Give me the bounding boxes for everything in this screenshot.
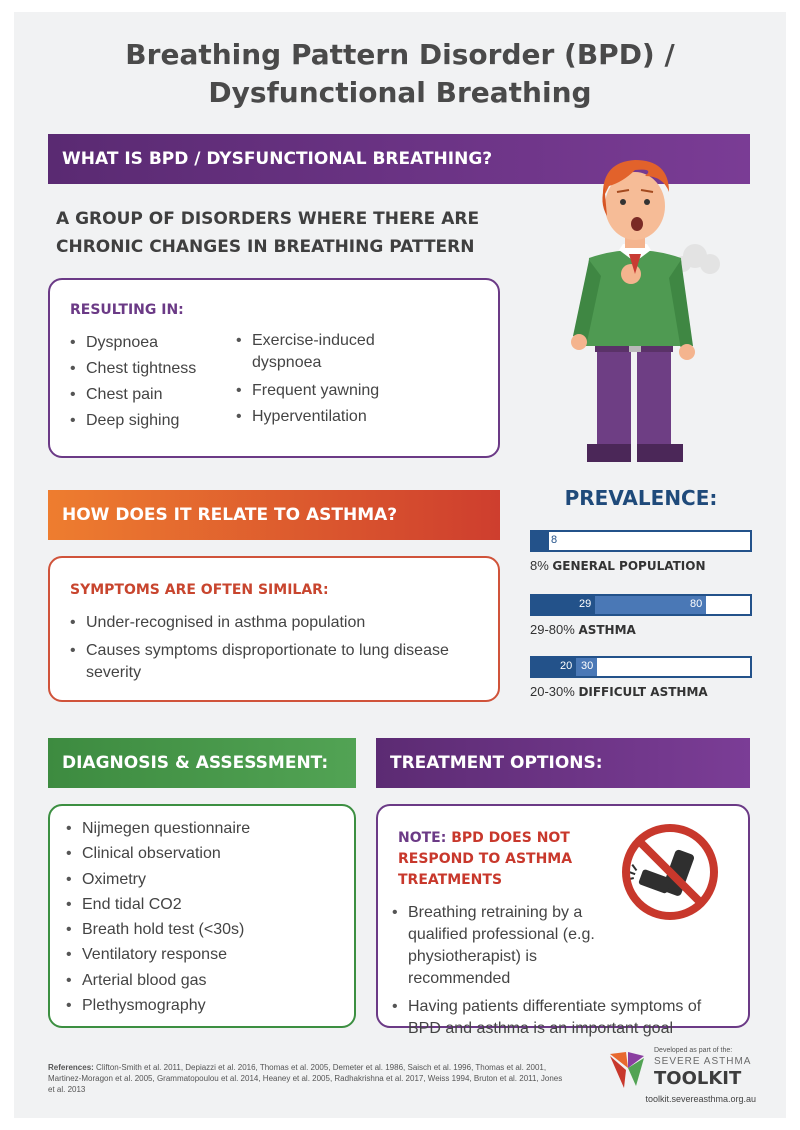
prevalence-low-label: 8 (551, 534, 558, 546)
lead-line-1: A GROUP OF DISORDERS WHERE THERE ARE (56, 209, 480, 229)
treatment-list (392, 902, 736, 1040)
prevalence-percent: 8% (530, 558, 549, 573)
page-title (0, 36, 800, 112)
list-item: • Nijmegen questionnaire (66, 816, 250, 841)
dev-line: Developed as part of the: (654, 1047, 733, 1054)
list-item-line: dyspnoea (252, 354, 322, 371)
prevalence-low-label: 20 (560, 660, 573, 672)
list-item: • Having patients differentiate symptoms of BPD and asthma is an important goal (392, 996, 736, 1040)
list-item: • Under-recognised in asthma population (70, 612, 480, 634)
list-item: • Arterial blood gas (66, 968, 250, 993)
list-item: • Breath hold test (<30s) (66, 917, 250, 942)
prevalence-bar (530, 594, 752, 616)
relate-heading: HOW DOES IT RELATE TO ASTHMA? (62, 505, 398, 525)
treatment-heading: TREATMENT OPTIONS: (390, 753, 603, 773)
prevalence-group: GENERAL POPULATION (552, 559, 706, 573)
brand-subtitle: SEVERE ASTHMA (654, 1056, 752, 1067)
prevalence-high-label: 80 (690, 598, 703, 610)
definition-lead (56, 205, 576, 261)
list-item: • Clinical observation (66, 841, 250, 866)
list-item: • Chest pain (70, 382, 196, 408)
list-item: • Causes symptoms disproportionate to lung disease severity (70, 640, 480, 684)
diagnosis-heading: DIAGNOSIS & ASSESSMENT: (62, 753, 329, 773)
prevalence-bar (530, 530, 752, 552)
note-line-3: TREATMENTS (398, 872, 503, 888)
list-item: • Dyspnoea (70, 330, 196, 356)
list-item: • Oximetry (66, 867, 250, 892)
prevalence-percent: 20-30% (530, 684, 575, 699)
prevalence-row-label (530, 622, 636, 637)
symptom-list-1 (70, 330, 196, 434)
prevalence-row-label (530, 558, 706, 573)
diagnosis-list (66, 816, 250, 1018)
list-item: • Deep sighing (70, 408, 196, 434)
prevalence-bar (530, 656, 752, 678)
list-item: • Chest tightness (70, 356, 196, 382)
prevalence-low-label: 29 (579, 598, 592, 610)
treatment-box (376, 804, 750, 1037)
person-breathless-illustration (565, 146, 735, 472)
list-item: • Frequent yawning (236, 378, 379, 404)
resulting-in-box (48, 278, 500, 458)
prevalence-row-label (530, 684, 708, 699)
symptoms-similar-heading: SYMPTOMS ARE OFTEN SIMILAR: (70, 582, 329, 598)
relate-heading-band (48, 490, 500, 540)
lead-line-2: CHRONIC CHANGES IN BREATHING PATTERN (56, 237, 475, 257)
list-item-line: Exercise-induced (252, 332, 375, 349)
prevalence-group: DIFFICULT ASTHMA (578, 685, 708, 699)
references-text: Clifton-Smith et al. 2011, Depiazzi et al. 2016, Thomas et al. 2005, Demeter et al. 1986, Saisch et al. 1996, Thomas et al. 2001, Martinez-Moragon et al. 2005, Grammatopoulou et al. 2014, Heaney et al. 2005, Radhakrishna et al. 2017, Weiss 1994, Bruton et al. 2011, Jones et al. 2013 (48, 1063, 563, 1094)
diagnosis-heading-band (48, 738, 356, 788)
note-line-2: RESPOND TO ASTHMA (398, 851, 573, 867)
treatment-heading-band (376, 738, 750, 788)
prevalence-high-label: 30 (581, 660, 594, 672)
toolkit-logo-icon (606, 1048, 648, 1090)
title-line-2: Dysfunctional Breathing (208, 76, 592, 109)
prevalence-percent: 29-80% (530, 622, 575, 637)
references-label: References: (48, 1063, 94, 1072)
resulting-heading: RESULTING IN: (70, 302, 184, 318)
brand-name: TOOLKIT (654, 1068, 742, 1089)
list-item: • Hyperventilation (236, 404, 379, 430)
symptom-list-2 (236, 330, 379, 430)
relate-list (70, 612, 480, 684)
list-item: • Ventilatory response (66, 942, 250, 967)
diagnosis-box (48, 804, 356, 1028)
note-label: NOTE: (398, 830, 447, 846)
list-item: • End tidal CO2 (66, 892, 250, 917)
title-line-1: Breathing Pattern Disorder (BPD) / (125, 38, 675, 71)
relate-box (48, 556, 500, 702)
toolkit-url: toolkit.severeasthma.org.au (645, 1094, 756, 1104)
what-is-heading: WHAT IS BPD / DYSFUNCTIONAL BREATHING? (62, 149, 493, 169)
references (48, 1062, 568, 1095)
treatment-note (398, 828, 618, 891)
toolkit-logo (606, 1046, 756, 1106)
prevalence-fill-low (532, 532, 549, 550)
list-item: • Plethysmography (66, 993, 250, 1018)
note-line-1: BPD DOES NOT (451, 830, 570, 846)
list-item (236, 330, 379, 374)
prevalence-group: ASTHMA (578, 623, 636, 637)
list-item: • Breathing retraining by a qualified professional (e.g. physiotherapist) is recommended (392, 902, 736, 990)
prevalence-heading: PREVALENCE: (564, 486, 718, 510)
